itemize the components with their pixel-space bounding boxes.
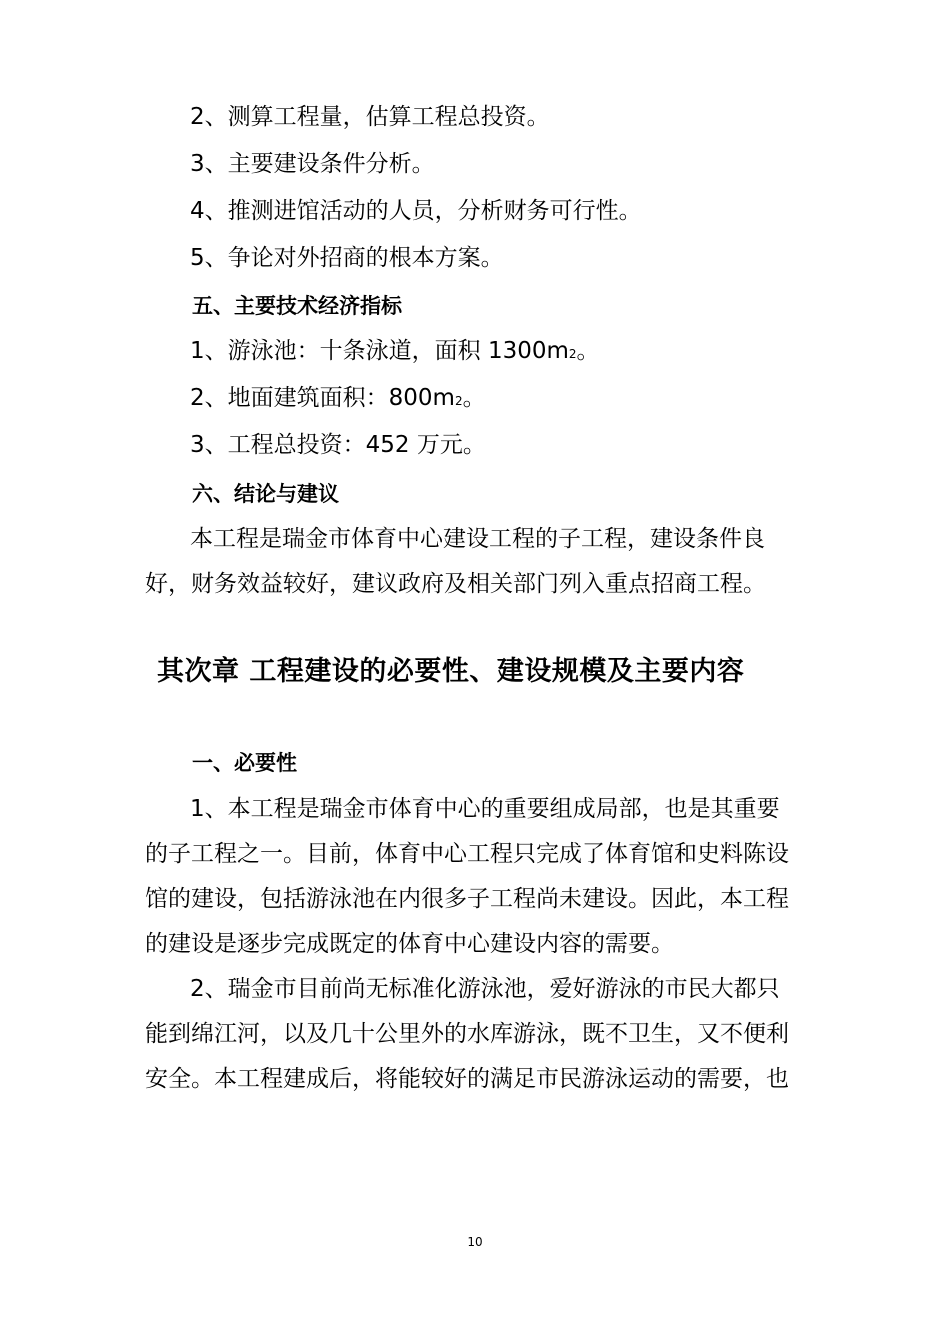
list-item-2: 2、测算工程量，估算工程总投资。 bbox=[190, 104, 550, 130]
necessity-p1-line-2: 的子工程之一。目前，体育中心工程只完成了体育馆和史料陈设 bbox=[145, 841, 789, 867]
subsection-heading-necessity: 一、必要性 bbox=[192, 751, 297, 775]
necessity-p1-line-3: 馆的建设，包括游泳池在内很多子工程尚未建设。因此，本工程 bbox=[145, 886, 789, 912]
necessity-p1-line-4: 的建设是逐步完成既定的体育中心建设内容的需要。 bbox=[145, 931, 674, 957]
indicator-item-1-text: 1、游泳池：十条泳道，面积 1300m bbox=[190, 338, 569, 364]
indicator-item-1-unit-exponent: 2 bbox=[568, 347, 577, 361]
indicator-item-2 bbox=[190, 383, 486, 416]
section-heading-5: 五、主要技术经济指标 bbox=[192, 294, 402, 318]
indicator-item-1-end: 。 bbox=[576, 338, 600, 364]
indicator-item-1 bbox=[190, 336, 600, 369]
indicator-item-2-unit-exponent: 2 bbox=[454, 394, 463, 408]
conclusion-line-2: 好，财务效益较好，建议政府及相关部门列入重点招商工程。 bbox=[145, 571, 766, 597]
necessity-p2-line-3: 安全。本工程建成后，将能较好的满足市民游泳运动的需要，也 bbox=[145, 1066, 789, 1092]
conclusion-line-1: 本工程是瑞金市体育中心建设工程的子工程，建设条件良 bbox=[190, 526, 765, 552]
list-item-4: 4、推测进馆活动的人员，分析财务可行性。 bbox=[190, 198, 642, 224]
indicator-item-3: 3、工程总投资：452 万元。 bbox=[190, 432, 486, 458]
list-item-5: 5、争论对外招商的根本方案。 bbox=[190, 245, 504, 271]
indicator-item-2-text: 2、地面建筑面积：800m bbox=[190, 385, 455, 411]
indicator-item-2-end: 。 bbox=[462, 385, 486, 411]
necessity-p2-line-1: 2、瑞金市目前尚无标准化游泳池，爱好游泳的市民大都只 bbox=[190, 976, 780, 1002]
section-heading-6: 六、结论与建议 bbox=[192, 482, 339, 506]
list-item-3: 3、主要建设条件分析。 bbox=[190, 151, 435, 177]
page-number: 10 bbox=[467, 1235, 483, 1249]
necessity-p1-line-1: 1、本工程是瑞金市体育中心的重要组成局部，也是其重要 bbox=[190, 796, 780, 822]
necessity-p2-line-2: 能到绵江河，以及几十公里外的水库游泳，既不卫生，又不便利 bbox=[145, 1021, 789, 1047]
chapter-title: 其次章 工程建设的必要性、建设规模及主要内容 bbox=[157, 656, 745, 687]
